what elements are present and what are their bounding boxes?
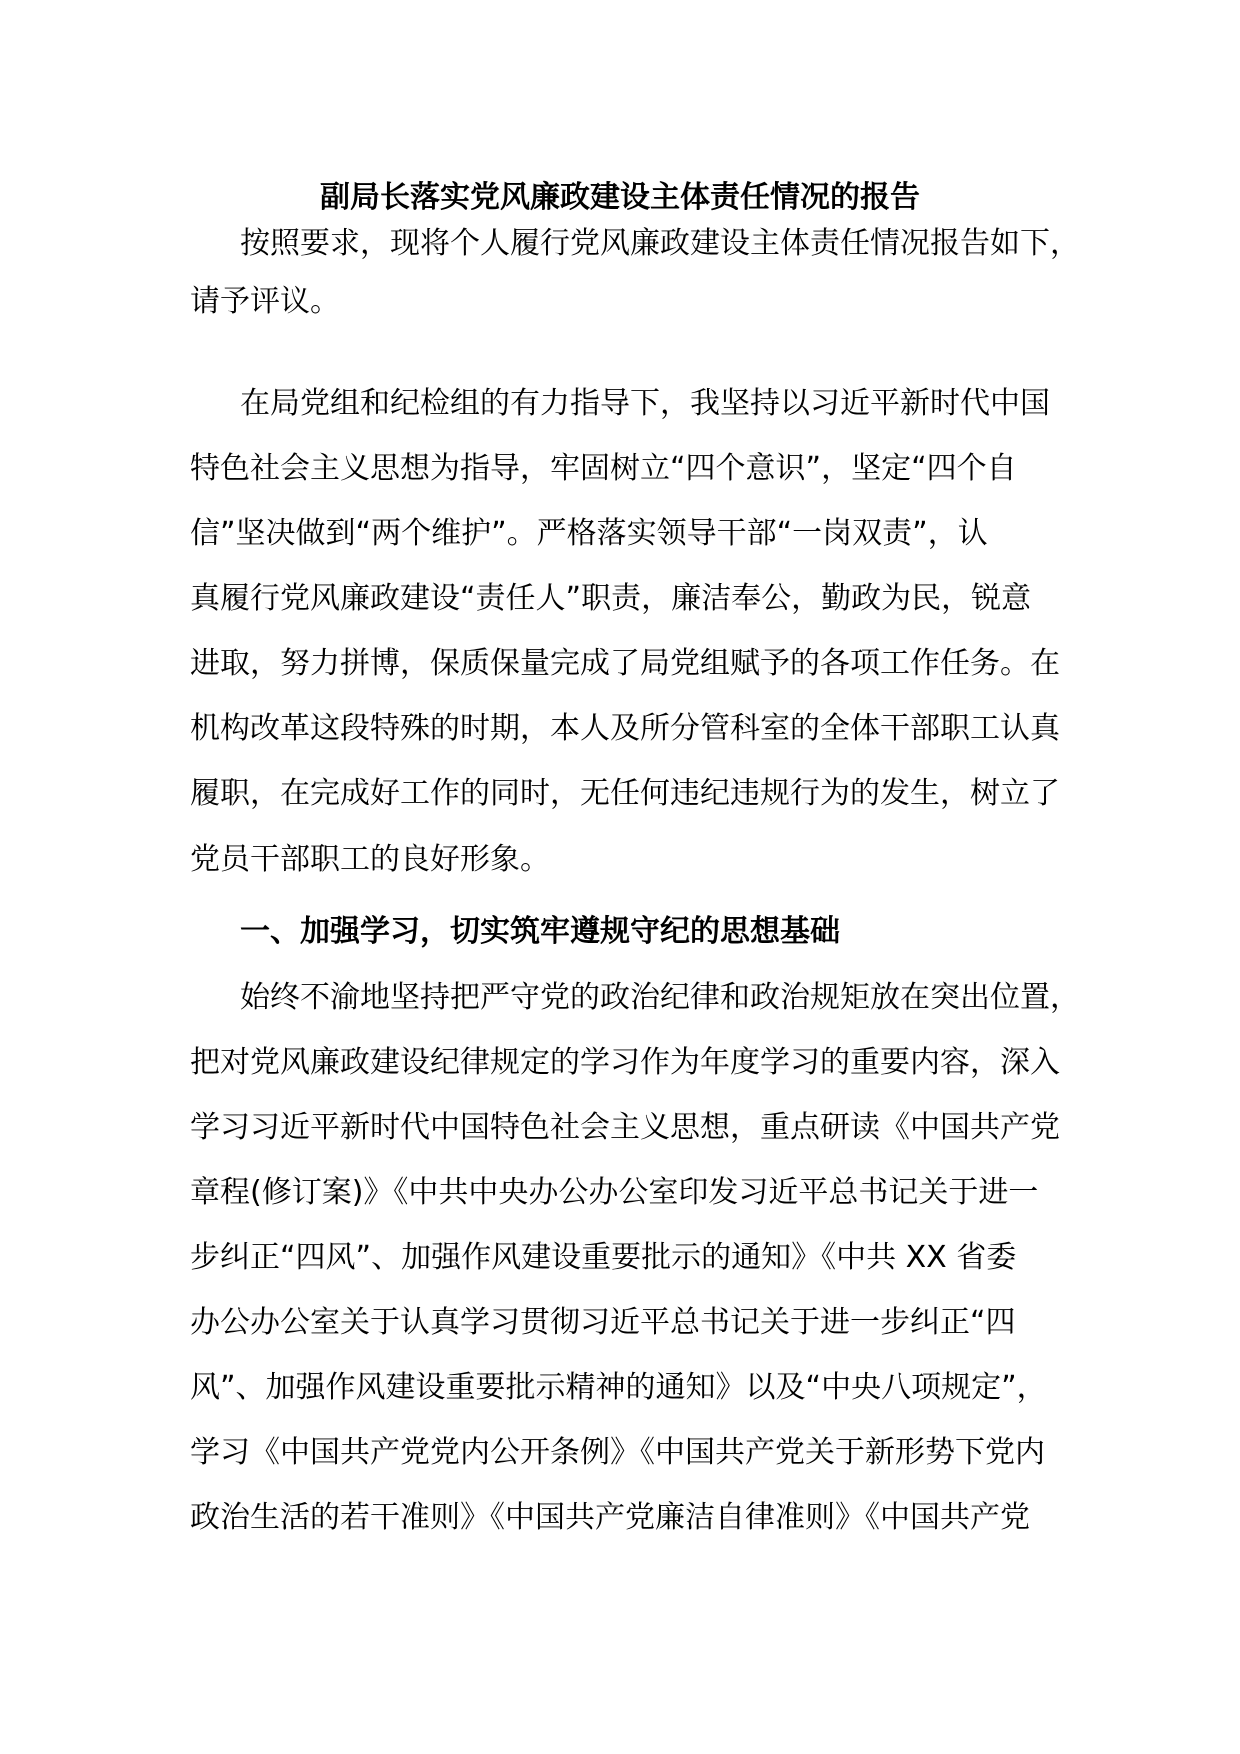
paragraph-line: 特色社会主义思想为指导，牢固树立“四个意识”，坚定“四个自 xyxy=(190,451,1017,486)
paragraph-line: 学习习近平新时代中国特色社会主义思想，重点研读《中国共产党 xyxy=(190,1110,1060,1145)
paragraph-line: 风”、加强作风建设重要批示精神的通知》以及“中央八项规定”， xyxy=(190,1370,1047,1405)
paragraph-line: 请予评议。 xyxy=(190,284,340,319)
paragraph-line: 信”坚决做到“两个维护”。严格落实领导干部“一岗双责”，认 xyxy=(190,516,988,551)
paragraph-line: 履职，在完成好工作的同时，无任何违纪违规行为的发生，树立了 xyxy=(190,776,1060,811)
paragraph-line: 把对党风廉政建设纪律规定的学习作为年度学习的重要内容，深入 xyxy=(190,1045,1060,1080)
paragraph-line: 始终不渝地坚持把严守党的政治纪律和政治规矩放在突出位置， xyxy=(240,980,1080,1015)
document-title: 副局长落实党风廉政建设主体责任情况的报告 xyxy=(320,180,920,215)
section-heading: 一、加强学习，切实筑牢遵规守纪的思想基础 xyxy=(240,914,840,949)
paragraph-line: 机构改革这段特殊的时期，本人及所分管科室的全体干部职工认真 xyxy=(190,711,1060,746)
paragraph-line: 章程(修订案)》《中共中央办公办公室印发习近平总书记关于进一 xyxy=(190,1175,1039,1210)
paragraph-line: 学习《中国共产党党内公开条例》《中国共产党关于新形势下党内 xyxy=(190,1435,1045,1470)
paragraph-line: 真履行党风廉政建设“责任人”职责，廉洁奉公，勤政为民，锐意 xyxy=(190,581,1032,616)
paragraph-line: 按照要求，现将个人履行党风廉政建设主体责任情况报告如下， xyxy=(240,226,1080,261)
paragraph-line: 步纠正“四风”、加强作风建设重要批示的通知》《中共 XX 省委 xyxy=(190,1240,1017,1275)
paragraph-line: 进取，努力拼博，保质保量完成了局党组赋予的各项工作任务。在 xyxy=(190,646,1060,681)
paragraph-line: 办公办公室关于认真学习贯彻习近平总书记关于进一步纠正“四 xyxy=(190,1305,1016,1340)
paragraph-line: 在局党组和纪检组的有力指导下，我坚持以习近平新时代中国 xyxy=(240,386,1050,421)
paragraph-line: 政治生活的若干准则》《中国共产党廉洁自律准则》《中国共产党 xyxy=(190,1500,1030,1535)
paragraph-line: 党员干部职工的良好形象。 xyxy=(190,842,550,877)
